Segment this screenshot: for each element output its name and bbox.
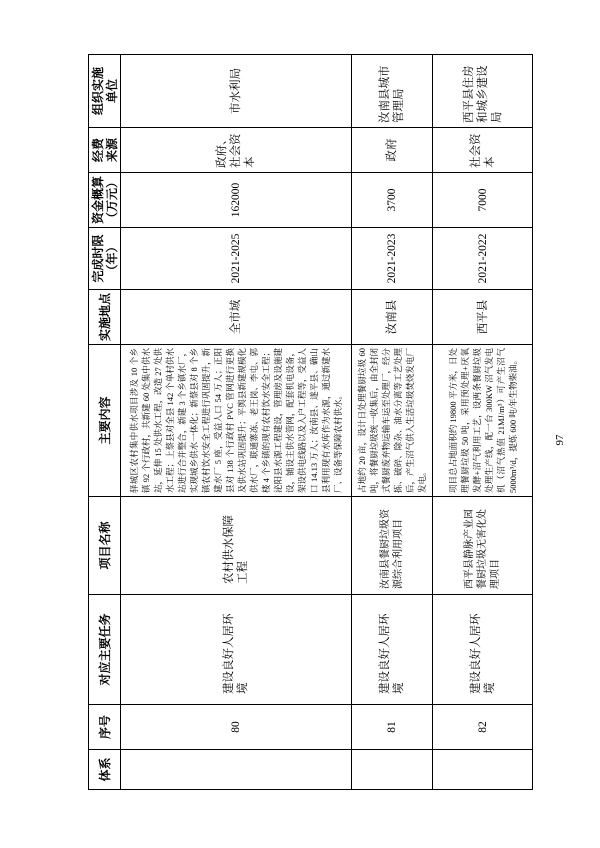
location-cell: [352, 290, 433, 345]
table-row: [352, 55, 433, 790]
header-budget: [89, 173, 121, 228]
budget-text: 7000: [476, 188, 489, 212]
budget-cell: [433, 173, 533, 228]
task-text: 建设良好人居环境: [223, 613, 249, 694]
deadline-cell: [352, 228, 433, 290]
header-location: [89, 290, 121, 345]
header-system: [89, 750, 121, 790]
budget-cell: [121, 173, 352, 228]
rotated-table-sheet: [88, 55, 578, 790]
location-cell: [121, 290, 352, 345]
project-table: [88, 54, 533, 790]
project-name: 农村供水保障工程: [223, 515, 249, 584]
header-task-text: 对应主要任务: [97, 613, 112, 686]
task-text: 建设良好人居环境: [469, 613, 496, 694]
task-text: 建设良好人居环境: [379, 613, 405, 694]
serial-cell: [121, 705, 352, 750]
header-task: [89, 595, 121, 705]
location-cell: [433, 290, 533, 345]
funding-cell: [352, 128, 433, 173]
funding-cell: [433, 128, 533, 173]
header-unit-line-2: 单位: [104, 79, 119, 104]
table-row: [433, 55, 533, 790]
project-name: 西平县静脉产业园餐厨垃圾无害化处理项目: [464, 509, 501, 589]
table-header-row: [89, 55, 121, 790]
project-name-cell: [352, 497, 433, 595]
unit-cell: [121, 55, 352, 128]
header-project-name-text: 项目名称: [97, 521, 112, 570]
table-row: [121, 55, 352, 790]
header-funding-line-1: 经费: [90, 138, 105, 163]
header-content: [89, 345, 121, 497]
header-content-text: 主要内容: [97, 396, 112, 445]
task-cell: [121, 595, 352, 705]
serial-number: 81: [386, 721, 398, 733]
unit-text: 西平县住房和城乡建设局: [462, 65, 503, 123]
funding-text: 政府、社会资本: [216, 133, 256, 168]
deadline-cell: [121, 228, 352, 290]
page-number: 97: [554, 434, 566, 446]
serial-number: 82: [476, 721, 489, 733]
budget-cell: [352, 173, 433, 228]
header-funding-line-2: 来源: [104, 138, 119, 163]
task-cell: [352, 595, 433, 705]
project-name-cell: [121, 497, 352, 595]
header-unit: [89, 55, 121, 128]
serial-cell: [433, 705, 533, 750]
deadline-cell: [433, 228, 533, 290]
system-cell: [352, 750, 433, 790]
location-text: 西平县: [476, 299, 489, 335]
task-cell: [433, 595, 533, 705]
unit-cell: [352, 55, 433, 128]
serial-cell: [352, 705, 433, 750]
budget-text: 3700: [386, 188, 398, 212]
project-name-cell: [433, 497, 533, 595]
content-cell: [352, 345, 433, 497]
deadline-text: 2021-2023: [386, 233, 398, 284]
project-name: 汝南县餐厨垃圾资源综合利用项目: [380, 509, 404, 589]
header-unit-line-1: 组织实施: [90, 67, 105, 116]
header-deadline: [89, 228, 121, 290]
funding-cell: [121, 128, 352, 173]
header-budget-line-2: （万元）: [104, 176, 119, 225]
serial-number: 80: [230, 721, 242, 733]
unit-text: 汝南县城市管理局: [379, 65, 405, 123]
funding-text: 社会资本: [469, 133, 496, 168]
header-serial: [89, 705, 121, 750]
header-location-text: 实施地点: [97, 293, 112, 342]
header-serial-text: 序号: [97, 715, 112, 740]
header-deadline-line-1: 完成时限: [90, 234, 105, 283]
location-text: 汝南县: [386, 299, 398, 335]
header-budget-line-1: 资金概算: [90, 176, 105, 225]
header-deadline-line-2: （年）: [104, 240, 119, 277]
deadline-text: 2021-2022: [476, 233, 489, 284]
unit-cell: [433, 55, 533, 128]
content-cell: [121, 345, 352, 497]
content-text: 项目总占地面积约 19800 平方米，日处理餐厨垃圾 50 吨，采用预处理+厌氧发酵+沼气利用工艺，设两条餐厨垃圾处理生产线，配一台 300KW 沼气发电机（沼气热值 21MJ/m³）可产生沼气 5000m³/d，提炼 600 吨/年生物柴油。: [447, 348, 518, 493]
unit-text: 市水利局: [230, 68, 242, 114]
header-funding: [89, 128, 121, 173]
system-cell: [121, 750, 352, 790]
header-project-name: [89, 497, 121, 595]
header-system-text: 体系: [97, 757, 112, 782]
budget-text: 162000: [230, 182, 242, 218]
content-cell: [433, 345, 533, 497]
funding-text: 政府: [386, 138, 398, 162]
content-text: 驿城区农村集中供水项目涉及 10 个乡镇 92 个行政村，共新建 60 处集中供水站，延伸 15 处供水工程，改造 27 处供水工程；上蔡县对全县 142 个单村供水站进行合并整合，新建 3 个乡镇水厂，实现城乡供水一体化；新蔡县对 8 个乡镇农村饮水安全工程进行巩固提升，新建水厂 5 座，受益人口 54 万人；正阳县对 138 个行政村 PVC 管网进行更换及供水站巩固提升；平舆县新建规模化供水厂，联通寨冻、老王岗、李屯、郭楼 4 个乡镇的现有农村饮水安全工程；泌阳县水源工程建设，管理房及设施建设，铺设主供水管网，配套机电设备，架设供电线路以及入户工程等，受益人口 14.13 万人；汝南县、遂平县、确山县利用现有水库作为水源，通过新建水厂、设备等保障农村供水。: [129, 348, 343, 493]
content-text: 占地约 20 亩，设计日处理餐厨垃圾 60 吨，将餐厨垃圾统一收集后，由全封闭式餐厨废弃物运输车运至处理厂，经分拣、破碎、除杂、油水分离等工艺处理后，产生沼气供入生活垃圾焚烧发电厂发电。: [357, 348, 427, 493]
system-cell: [433, 750, 533, 790]
location-text: 全市域: [230, 299, 242, 335]
deadline-text: 2021-2025: [230, 233, 242, 284]
